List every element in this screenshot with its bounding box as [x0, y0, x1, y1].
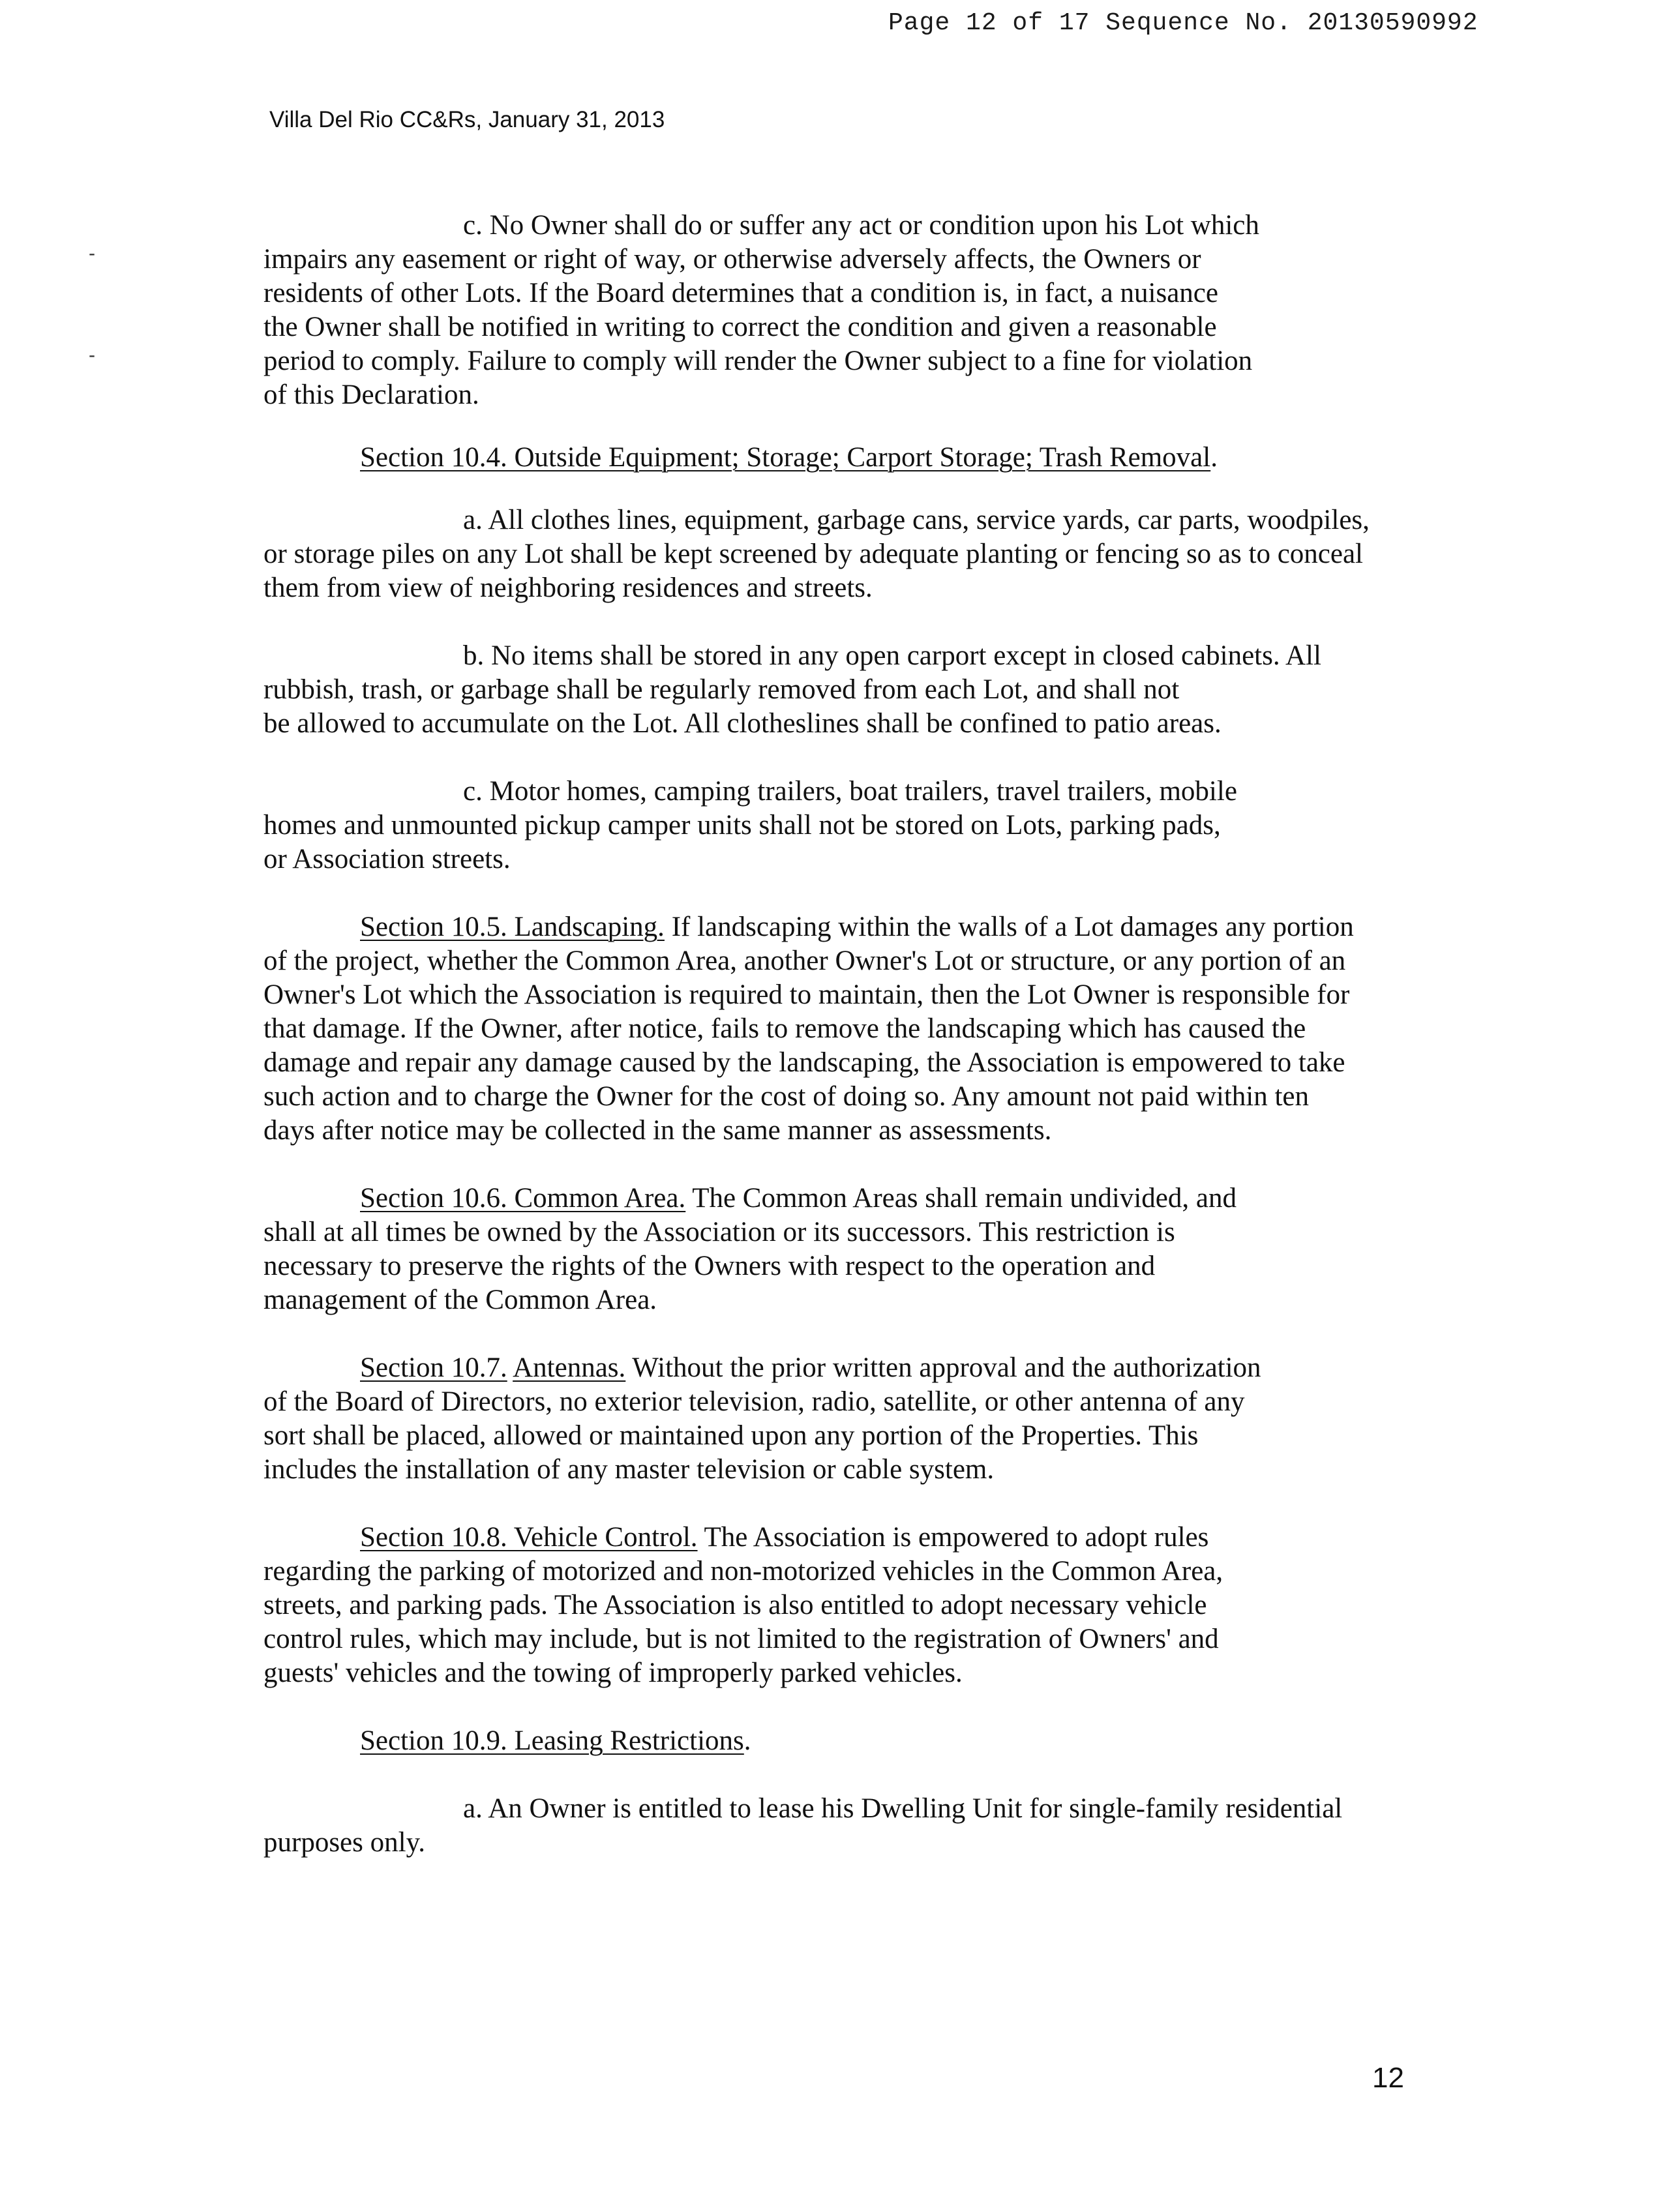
section-10-6: [263, 1182, 1463, 1317]
text-line: management of the Common Area.: [263, 1285, 657, 1315]
text-line: or Association streets.: [263, 844, 511, 874]
text-line: [263, 1182, 1463, 1215]
text-line: period to comply. Failure to comply will render the Owner subject to a fine for violation: [263, 346, 1253, 376]
text-line: a. An Owner is entitled to lease his Dwelling Unit for single-family residential: [463, 1793, 1343, 1824]
text-line: of this Declaration.: [263, 380, 479, 410]
section-text: The Common Areas shall remain undivided, and: [685, 1183, 1237, 1214]
text-line: purposes only.: [263, 1827, 426, 1858]
text-line: damage and repair any damage caused by the landscaping, the Association is empowered to take: [263, 1047, 1345, 1078]
section-text: If landscaping within the walls of a Lot damages any portion: [664, 912, 1354, 942]
text-line: of the Board of Directors, no exterior television, radio, satellite, or other antenna of any: [263, 1386, 1245, 1417]
text-line: control rules, which may include, but is not limited to the registration of Owners' and: [263, 1624, 1219, 1654]
text-line: streets, and parking pads. The Association is also entitled to adopt necessary vehicle: [263, 1590, 1207, 1620]
section-title: Section 10.5. Landscaping.: [360, 912, 665, 942]
text-line: necessary to preserve the rights of the Owners with respect to the operation and: [263, 1251, 1156, 1281]
section-title: Section 10.9. Leasing Restrictions: [360, 1725, 744, 1756]
text-line: a. All clothes lines, equipment, garbage cans, service yards, car parts, woodpiles,: [463, 505, 1370, 535]
text-line: shall at all times be owned by the Association or its successors. This restriction is: [263, 1217, 1175, 1247]
section-text: Without the prior written approval and the authorization: [625, 1352, 1261, 1383]
text-line: c. No Owner shall do or suffer any act or condition upon his Lot which: [463, 210, 1259, 241]
document-header: Villa Del Rio CC&Rs, January 31, 2013: [269, 107, 665, 132]
text-line: [263, 1351, 1463, 1385]
section-title: Section 10.7.: [360, 1352, 507, 1383]
section-text: The Association is empowered to adopt rules: [697, 1522, 1209, 1553]
paragraph-10-4-c: [263, 775, 1463, 876]
margin-mark: -: [89, 243, 95, 264]
text-line: be allowed to accumulate on the Lot. All clotheslines shall be confined to patio areas.: [263, 708, 1222, 739]
text-line: that damage. If the Owner, after notice, fails to remove the landscaping which has caused the: [263, 1013, 1306, 1044]
text-line: includes the installation of any master television or cable system.: [263, 1454, 995, 1485]
text-line: c. Motor homes, camping trailers, boat trailers, travel trailers, mobile: [463, 776, 1237, 807]
text-line: of the project, whether the Common Area, another Owner's Lot or structure, or any portion of an: [263, 946, 1346, 976]
text-line: sort shall be placed, allowed or maintained upon any portion of the Properties. This: [263, 1420, 1199, 1451]
page-number: 12: [1372, 2062, 1404, 2094]
section-10-8: [263, 1521, 1463, 1690]
text-line: residents of other Lots. If the Board determines that a condition is, in fact, a nuisance: [263, 278, 1218, 308]
section-title-end: .: [743, 1725, 751, 1756]
section-10-4-heading: [263, 441, 1463, 475]
paragraph-10-4-b: [263, 639, 1463, 741]
section-10-9-heading: [263, 1724, 1463, 1758]
text-line: rubbish, trash, or garbage shall be regularly removed from each Lot, and shall not: [263, 674, 1180, 705]
text-line: regarding the parking of motorized and non-motorized vehicles in the Common Area,: [263, 1556, 1223, 1587]
paragraph-10-4-a: [263, 503, 1463, 605]
section-title-end: .: [1210, 442, 1218, 473]
text-line: such action and to charge the Owner for the cost of doing so. Any amount not paid within ten: [263, 1081, 1310, 1112]
text-line: homes and unmounted pickup camper units shall not be stored on Lots, parking pads,: [263, 810, 1221, 841]
text-line: [263, 910, 1463, 944]
section-title: Antennas.: [513, 1352, 626, 1383]
text-line: [263, 441, 1463, 475]
section-title: Section 10.4. Outside Equipment; Storage; Carport Storage; Trash Removal: [360, 442, 1211, 473]
document-body: [263, 209, 1463, 1860]
margin-mark: -: [89, 344, 95, 366]
text-line: days after notice may be collected in the same manner as assessments.: [263, 1115, 1052, 1146]
paragraph-c-nuisance: [263, 209, 1463, 412]
text-line: guests' vehicles and the towing of improperly parked vehicles.: [263, 1658, 963, 1688]
paragraph-10-9-a: [263, 1792, 1463, 1860]
text-line: or storage piles on any Lot shall be kept screened by adequate planting or fencing so as to conceal: [263, 539, 1363, 569]
text-line: [263, 1724, 1463, 1758]
section-10-7: [263, 1351, 1463, 1487]
text-line: Owner's Lot which the Association is required to maintain, then the Lot Owner is responsible for: [263, 979, 1350, 1010]
text-line: [263, 1521, 1463, 1555]
text-line: b. No items shall be stored in any open carport except in closed cabinets. All: [463, 640, 1321, 671]
section-10-5: [263, 910, 1463, 1148]
page-sequence-stamp: Page 12 of 17 Sequence No. 20130590992: [888, 9, 1478, 37]
text-line: the Owner shall be notified in writing to correct the condition and given a reasonable: [263, 312, 1217, 342]
section-title: Section 10.6. Common Area.: [360, 1183, 686, 1214]
text-line: them from view of neighboring residences and streets.: [263, 573, 873, 603]
section-title: Section 10.8. Vehicle Control.: [360, 1522, 698, 1553]
text-line: impairs any easement or right of way, or otherwise adversely affects, the Owners or: [263, 244, 1201, 275]
